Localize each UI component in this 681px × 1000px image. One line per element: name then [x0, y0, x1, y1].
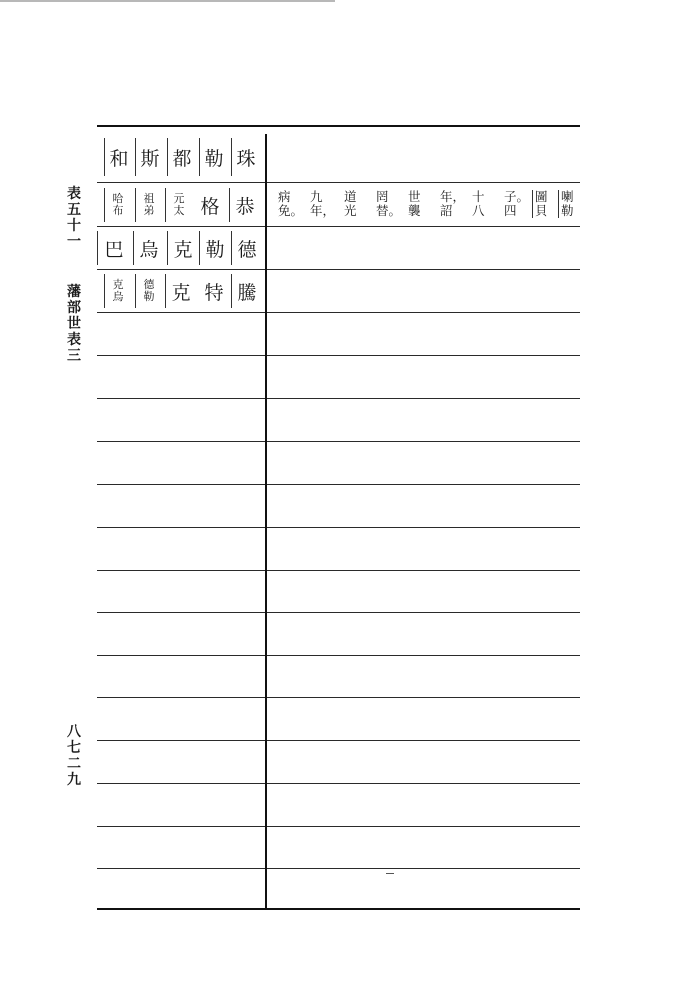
- table-row: [97, 188, 265, 222]
- side-char: 藩: [67, 284, 81, 300]
- note-char: 勒: [561, 203, 574, 218]
- double-cell: [104, 188, 131, 222]
- name-char: 巴: [97, 231, 130, 265]
- name-char: 烏: [133, 231, 164, 265]
- annotation-note: [278, 190, 578, 220]
- note-char: 光: [344, 203, 357, 218]
- note-column: [408, 190, 421, 218]
- note-char: 襲: [408, 203, 421, 218]
- row-rule: [97, 484, 580, 485]
- note-column: [344, 190, 357, 218]
- double-cell: [135, 274, 162, 308]
- side-char: 一: [67, 234, 81, 250]
- side-char: 五: [67, 202, 81, 218]
- double-cell: [135, 188, 162, 222]
- note-column: [472, 190, 485, 218]
- double-char: 勒: [143, 290, 155, 303]
- name-char: 都: [167, 138, 196, 176]
- note-column: [310, 190, 335, 218]
- table-title: [64, 186, 84, 250]
- page-number: [64, 724, 84, 788]
- row-rule: [97, 441, 580, 442]
- row-rule: [97, 826, 580, 827]
- side-char: 世: [67, 316, 81, 332]
- double-cell: [104, 274, 131, 308]
- side-char: 七: [67, 740, 81, 756]
- name-char: 騰: [231, 274, 262, 308]
- note-column: [558, 190, 574, 218]
- row-rule: [97, 527, 580, 528]
- table-row: [97, 231, 265, 265]
- double-char: 哈: [112, 192, 124, 205]
- note-char: 貝: [535, 203, 548, 218]
- row-rule: [97, 740, 580, 741]
- side-char: 二: [67, 756, 81, 772]
- side-char: 三: [67, 348, 81, 364]
- note-char: 詔: [440, 203, 453, 218]
- note-char: 圖: [535, 189, 548, 204]
- note-column: [504, 190, 529, 218]
- note-char: 十: [472, 189, 485, 204]
- name-char: 勒: [199, 231, 230, 265]
- table-top-rule: [97, 125, 580, 127]
- row-rule: [97, 269, 580, 270]
- name-char: 勒: [199, 138, 228, 176]
- note-char: 四: [504, 203, 517, 218]
- side-char: 表: [67, 332, 81, 348]
- note-char: 世: [408, 189, 421, 204]
- note-char: 替。: [376, 203, 402, 218]
- name-char: 克: [167, 231, 198, 265]
- note-char: 年，: [310, 203, 336, 218]
- name-char: 珠: [231, 138, 260, 176]
- row-rule: [97, 697, 580, 698]
- double-char: 弟: [143, 204, 155, 217]
- note-column: [440, 190, 465, 218]
- side-char: 八: [67, 724, 81, 740]
- note-column: [278, 190, 303, 218]
- side-char: 表: [67, 186, 81, 202]
- note-char: 罔: [376, 189, 389, 204]
- row-rule: [97, 182, 580, 183]
- row-rule: [97, 655, 580, 656]
- note-char: 年，: [440, 189, 466, 204]
- name-char: 恭: [229, 188, 260, 222]
- row-rule: [97, 312, 580, 313]
- note-char: 免。: [278, 203, 304, 218]
- name-char: 斯: [135, 138, 164, 176]
- side-char: 九: [67, 772, 81, 788]
- name-char: 格: [200, 195, 220, 218]
- table-bottom-rule: [97, 908, 580, 910]
- note-char: 道: [344, 189, 357, 204]
- row-rule: [97, 570, 580, 571]
- note-char: 子。: [504, 189, 530, 204]
- column-divider: [265, 134, 267, 908]
- note-char: 八: [472, 203, 485, 218]
- double-char: 太: [173, 204, 185, 217]
- double-char: 烏: [112, 290, 124, 303]
- double-char: 祖: [143, 192, 155, 205]
- side-char: 部: [67, 300, 81, 316]
- note-char: 病: [278, 189, 291, 204]
- name-char: 特: [204, 281, 224, 304]
- table-row: [97, 138, 265, 176]
- page-top-edge: [0, 0, 335, 2]
- name-char: 克: [165, 274, 196, 308]
- double-char: 元: [173, 192, 185, 205]
- double-char: 克: [112, 278, 124, 291]
- row-rule: [97, 355, 580, 356]
- row-rule: [97, 398, 580, 399]
- row-rule: [97, 868, 580, 869]
- double-char: 德: [143, 278, 155, 291]
- double-char: 布: [112, 204, 124, 217]
- section-title: [64, 284, 84, 364]
- note-char: 喇: [561, 189, 574, 204]
- row-rule: [97, 612, 580, 613]
- table-row: [97, 274, 265, 308]
- name-char: 和: [104, 138, 133, 176]
- print-mark: [386, 873, 394, 874]
- row-rule: [97, 226, 580, 227]
- name-char: 德: [231, 231, 262, 265]
- note-column: [532, 190, 548, 218]
- side-char: 十: [67, 218, 81, 234]
- row-rule: [97, 783, 580, 784]
- note-column: [376, 190, 401, 218]
- double-cell: [165, 188, 192, 222]
- note-char: 九: [310, 189, 323, 204]
